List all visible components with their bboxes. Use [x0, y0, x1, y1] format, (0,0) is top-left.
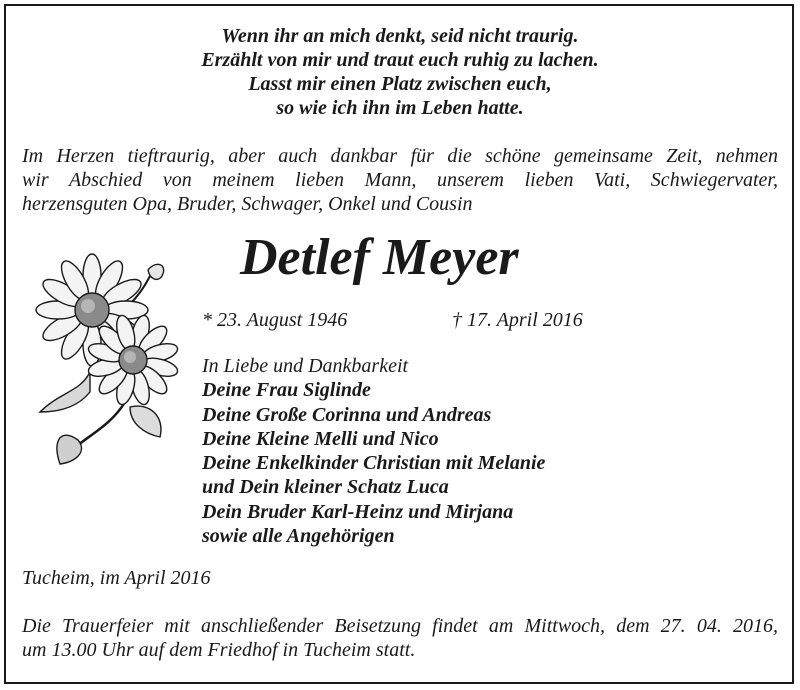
birth-date: * 23. August 1946 [202, 309, 348, 331]
intro-line: herzensguten Opa, Bruder, Schwager, Onkel und Cousin [22, 193, 473, 215]
poem-line: so wie ich ihn im Leben hatte. [276, 97, 524, 119]
mourner-name: Deine Enkelkinder Christian mit Melanie [202, 452, 546, 475]
death-date: † 17. April 2016 [452, 309, 583, 331]
funeral-line: Die Trauerfeier mit anschließender Beisetzung findet am Mittwoch, dem 27. 04. 2016, [22, 615, 778, 637]
mourners-lead: In Liebe und Dankbarkeit [202, 355, 409, 377]
intro-line: wir Abschied von meinem lieben Mann, unserem lieben Vati, Schwiegervater, [22, 169, 778, 191]
intro-text [22, 144, 778, 216]
poem-line: Lasst mir einen Platz zwischen euch, [248, 73, 552, 95]
deceased-name: Detlef Meyer [240, 229, 519, 286]
funeral-info [22, 614, 778, 662]
mourner-name: Dein Bruder Karl-Heinz und Mirjana [202, 500, 514, 523]
place-date: Tucheim, im April 2016 [22, 567, 211, 589]
poem-line: Erzählt von mir und traut euch ruhig zu lachen. [201, 49, 599, 71]
mourner-name: Deine Frau Siglinde [202, 379, 371, 402]
mourner-name: und Dein kleiner Schatz Luca [202, 476, 449, 499]
intro-line: Im Herzen tieftraurig, aber auch dankbar für die schöne gemeinsame Zeit, nehmen [22, 145, 778, 167]
sunflower-icon [30, 252, 180, 472]
mourner-name: Deine Große Corinna und Andreas [202, 403, 492, 426]
mourner-name: Deine Kleine Melli und Nico [202, 427, 439, 450]
poem [0, 24, 800, 120]
mourner-name: sowie alle Angehörigen [202, 525, 395, 548]
funeral-line: um 13.00 Uhr auf dem Friedhof in Tucheim statt. [22, 639, 416, 661]
mourners-list [202, 354, 622, 548]
poem-line: Wenn ihr an mich denkt, seid nicht traurig. [221, 25, 579, 47]
